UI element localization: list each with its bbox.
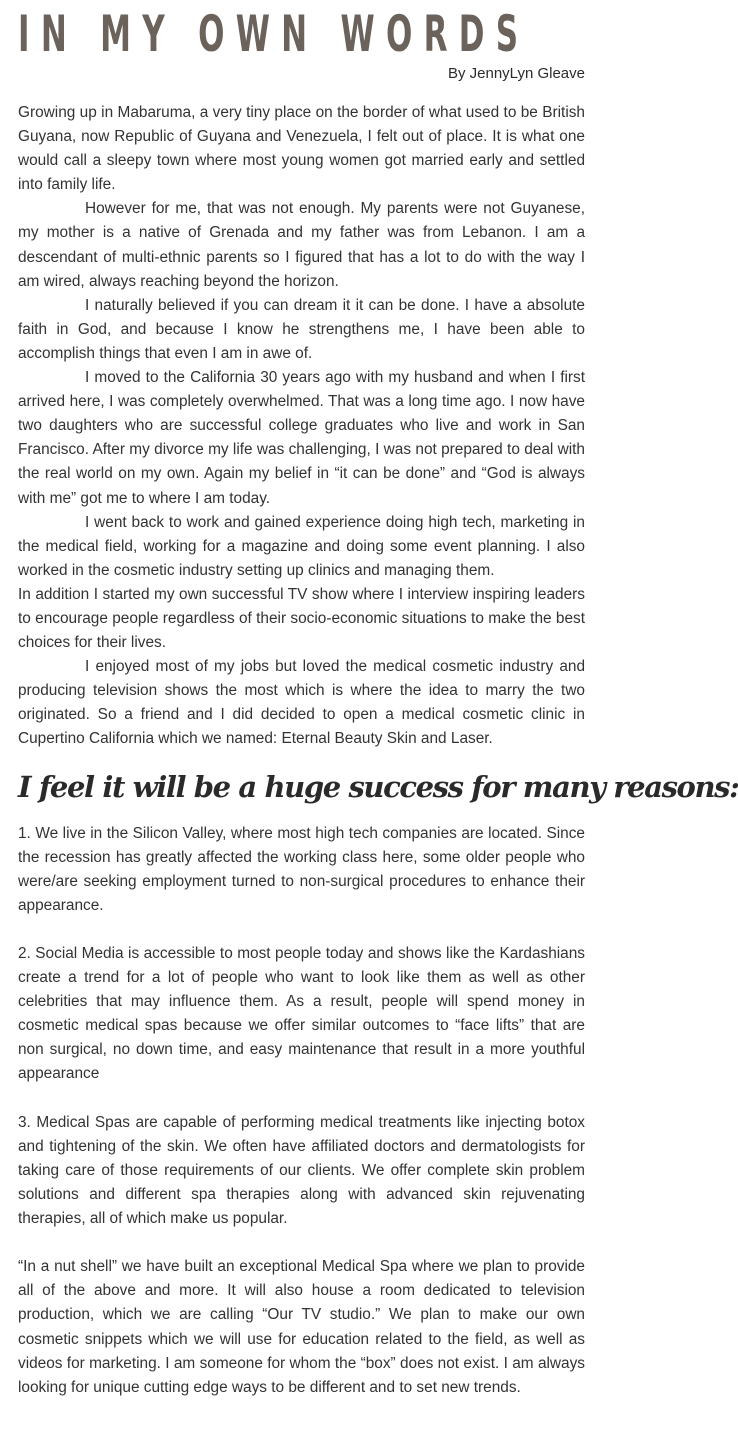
body-paragraph: However for me, that was not enough. My parents were not Guyanese, my mother is a native of Grenada and my father was from Lebanon. I am a descendant of multi-ethnic parents so I figured that has a lot to do with the way I am wired, always reaching beyond the horizon.	[18, 200, 585, 290]
body-paragraph: I naturally believed if you can dream it it can be done. I have a absolute faith in God, and because I know he strengthens me, I have been able to accomplish things that even I am in awe of.	[18, 296, 585, 362]
article	[18, 0, 738, 1400]
body-paragraph: I enjoyed most of my jobs but loved the medical cosmetic industry and producing television shows the most which is where the idea to marry the two originated. So a friend and I did decided to open a medical cosmetic clinic in Cupertino California which we named: Eternal Beauty Skin and Laser.	[18, 658, 585, 748]
closing-paragraph: “In a nut shell” we have built an exceptional Medical Spa where we plan to provide all of the above and more. It will also house a room dedicated to television production, which we are calling “Our TV studio.” We plan to make our own cosmetic snippets which we will use for education related to the field, as well as videos for marketing. I am someone for whom the “box” does not exist. I am always looking for unique cutting edge ways to be different and to set new trends.	[18, 1258, 585, 1396]
section-subheading: I feel it will be a huge success for many reasons:	[18, 769, 738, 804]
article-body	[18, 101, 585, 752]
reason-item: 2. Social Media is accessible to most people today and shows like the Kardashians create a trend for a lot of people who want to look like them as well as other celebrities that may influence them. As a result, people will spend money in cosmetic medical spas because we offer similar outcomes to “face lifts” that are non surgical, no down time, and easy maintenance that result in a more youthful appearance	[18, 945, 585, 1083]
reason-item: 1. We live in the Silicon Valley, where most high tech companies are located. Since the recession has greatly affected the working class here, some older people who were/are seeking employment turned to non-surgical procedures to enhance their appearance.	[18, 824, 585, 914]
article-title: IN MY OWN WORDS	[18, 5, 530, 63]
body-paragraph: I went back to work and gained experience doing high tech, marketing in the medical field, working for a magazine and doing some event planning. I also worked in the cosmetic industry setting up clinics and managing them.	[18, 513, 585, 579]
body-paragraph: Growing up in Mabaruma, a very tiny place on the border of what used to be British Guyana, now Republic of Guyana and Venezuela, I felt out of place. It is what one would call a sleepy town where most young women got married early and settled into family life.	[18, 104, 585, 194]
byline: By JennyLyn Gleave	[447, 65, 585, 82]
body-paragraph: In addition I started my own successful TV show where I interview inspiring leaders to encourage people regardless of their socio-economic situations to make the best choices for their lives.	[18, 585, 585, 652]
reasons-list	[18, 822, 585, 1400]
reason-item: 3. Medical Spas are capable of performing medical treatments like injecting botox and tightening of the skin. We often have affiliated doctors and dermatologists for taking care of those requirements of our clients. We offer complete skin problem solutions and different spa therapies along with advanced skin rejuvenating therapies, all of which make us popular.	[18, 1113, 585, 1228]
body-paragraph: I moved to the California 30 years ago with my husband and when I first arrived here, I was completely overwhelmed. That was a long time ago. I now have two daughters who are successful college graduates who live and work in San Francisco. After my divorce my life was challenging, I was not prepared to deal with the real world on my own. Again my belief in “it can be done” and “God is always with me” got me to where I am today.	[18, 369, 585, 507]
